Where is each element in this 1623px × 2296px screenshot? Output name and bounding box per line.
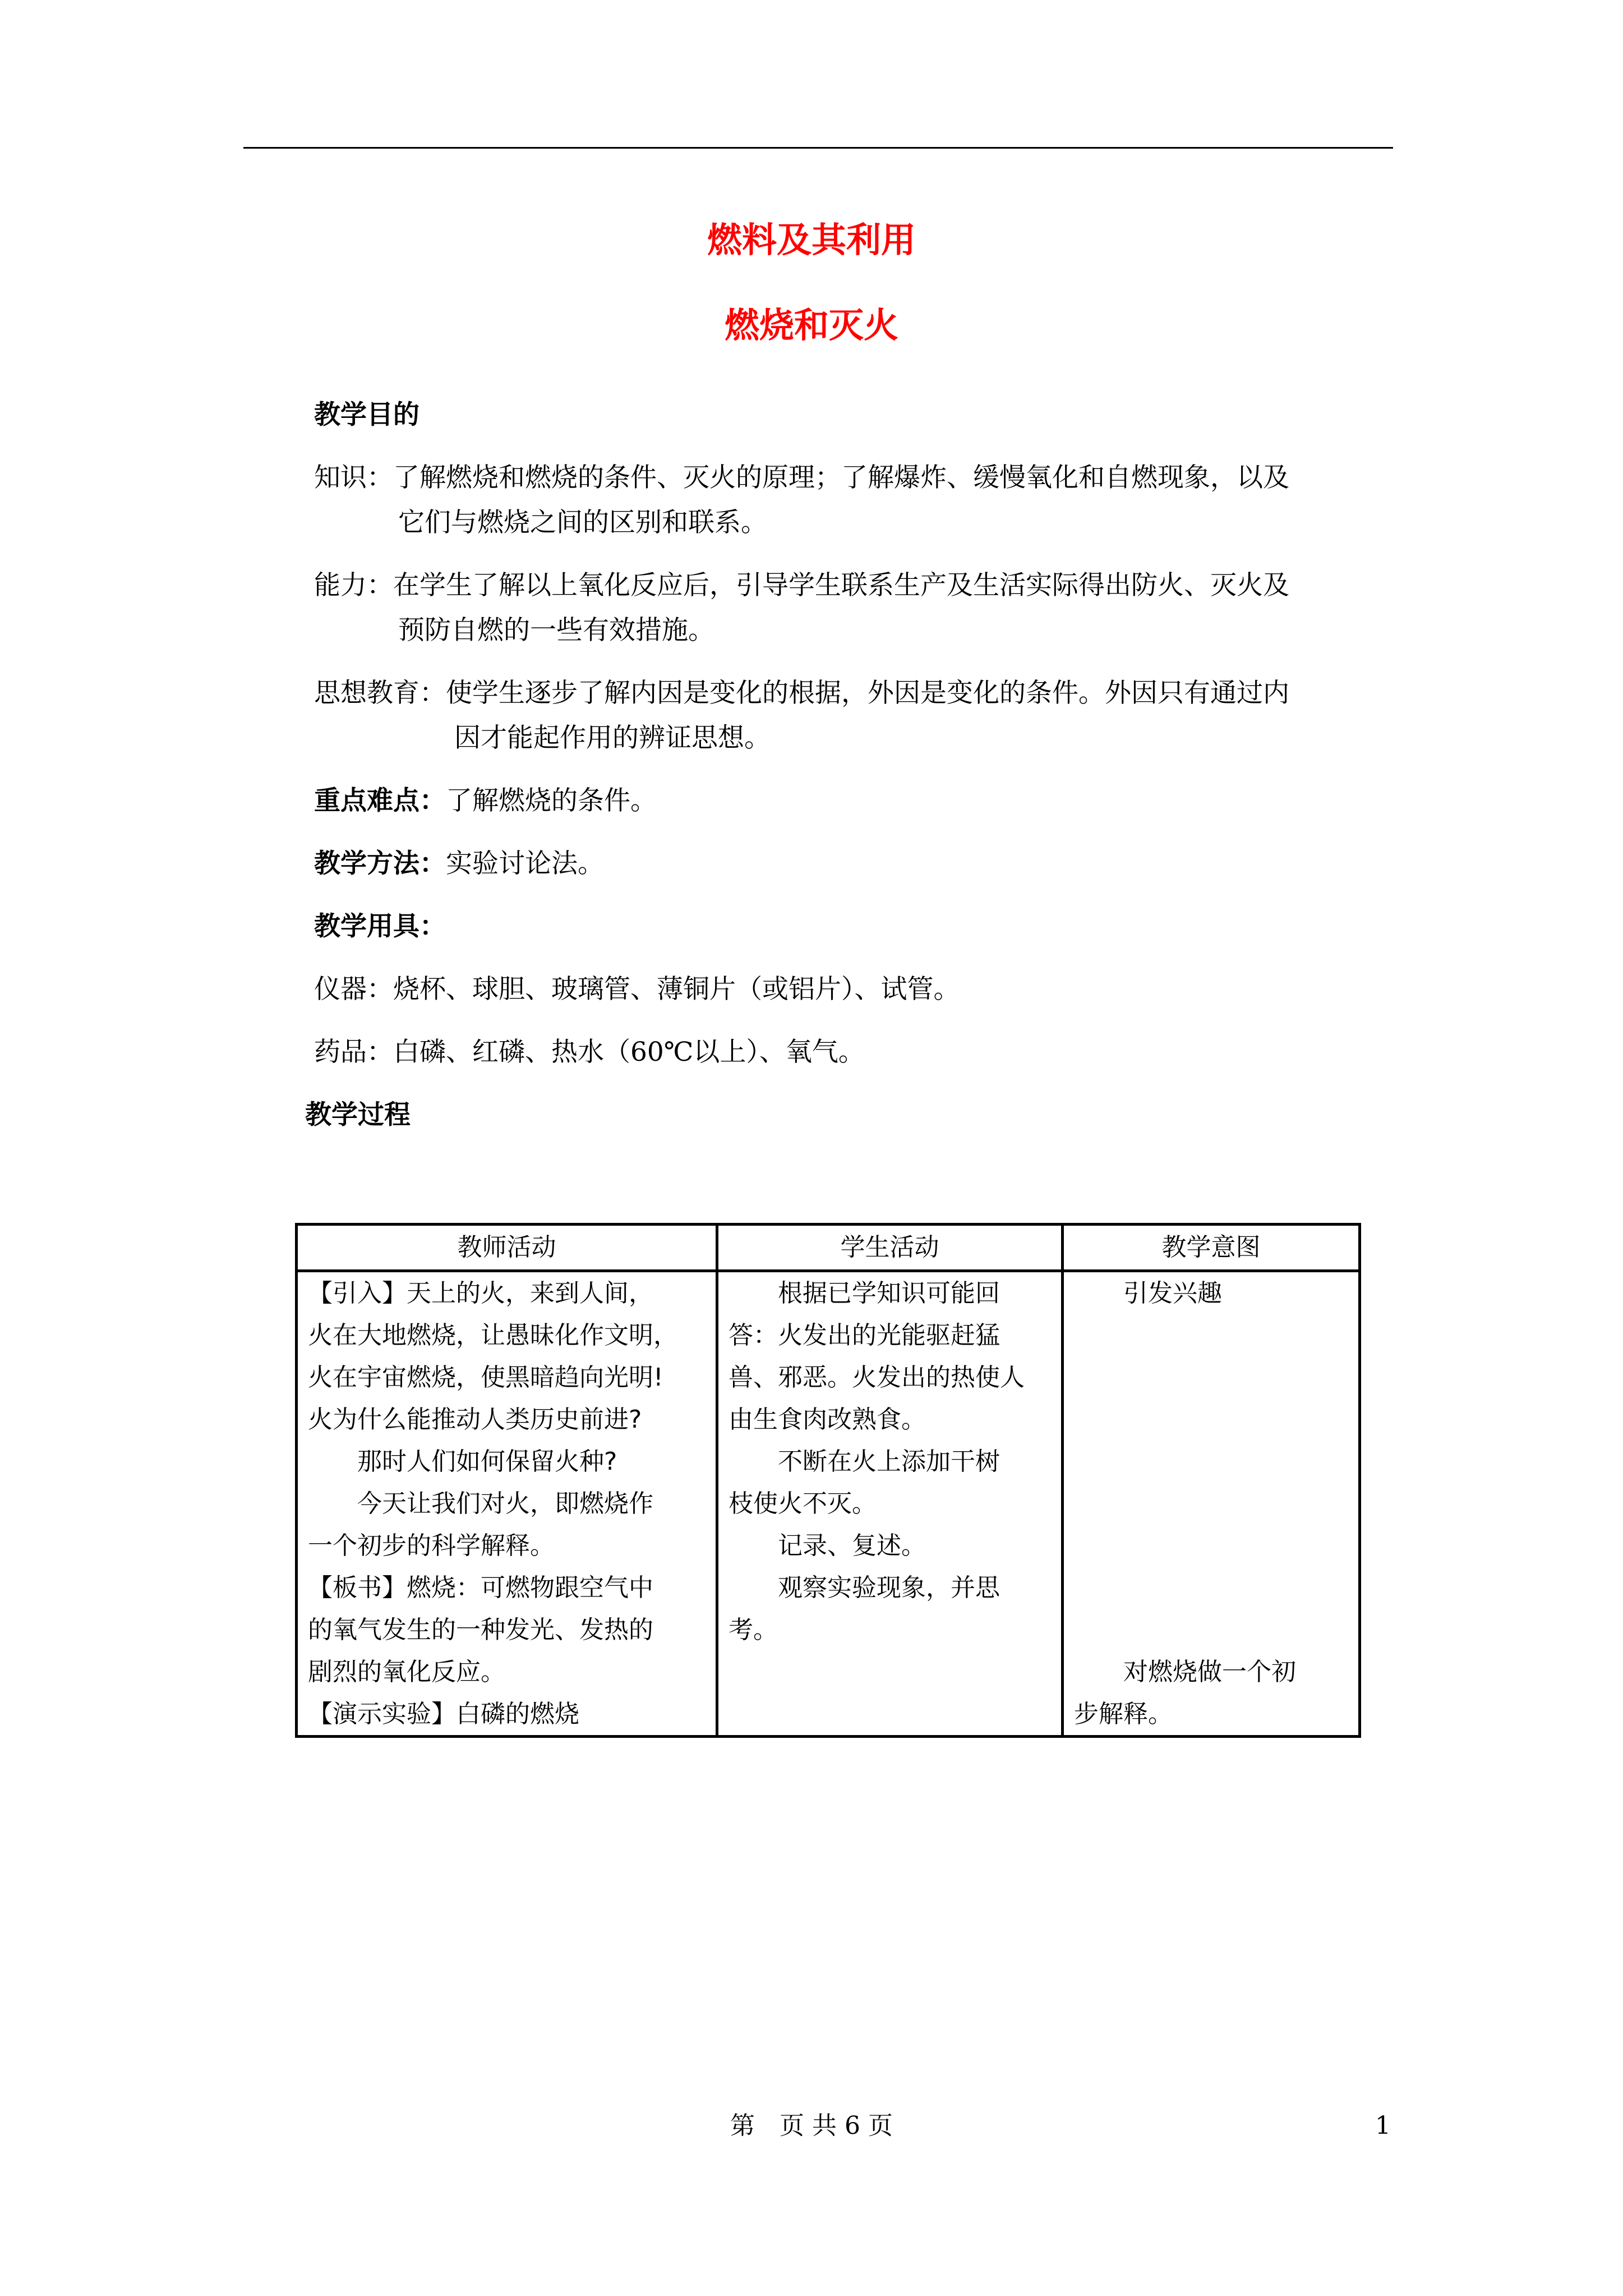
objective-knowledge-label: 知识： bbox=[314, 462, 393, 493]
objective-moral bbox=[314, 671, 1380, 761]
key-point-label: 重点难点： bbox=[314, 785, 446, 816]
teacher-line: 一个初步的科学解释。 bbox=[308, 1531, 555, 1560]
table-row bbox=[297, 1271, 1360, 1737]
document-subtitle: 燃烧和灭火 bbox=[724, 305, 898, 346]
header-teacher-activity: 教师活动 bbox=[297, 1225, 717, 1271]
objective-ability bbox=[314, 563, 1380, 653]
teacher-line: 剧烈的氧化反应。 bbox=[308, 1658, 505, 1686]
instruments-text: 烧杯、球胆、玻璃管、薄铜片（或铝片）、试管。 bbox=[393, 974, 960, 1005]
tools-heading-text: 教学用具： bbox=[314, 911, 446, 942]
teacher-line: 火在大地燃烧，让愚昧化作文明， bbox=[308, 1321, 678, 1350]
student-line: 兽、邪恶。火发出的热使人 bbox=[728, 1363, 1025, 1392]
tools-reagents bbox=[314, 1030, 1380, 1075]
objective-moral-line2: 因才能起作用的辨证思想。 bbox=[454, 723, 771, 753]
header-rule bbox=[243, 147, 1393, 149]
intent-line: 步解释。 bbox=[1074, 1700, 1173, 1728]
student-line: 枝使火不灭。 bbox=[728, 1489, 877, 1518]
student-line: 观察实验现象，并思 bbox=[778, 1573, 1000, 1602]
header-student-activity: 学生活动 bbox=[717, 1225, 1063, 1271]
instruments-label: 仪器： bbox=[314, 974, 393, 1005]
page-footer: 第 页 共 6 页 bbox=[730, 2111, 893, 2140]
process-heading: 教学过程 bbox=[305, 1099, 411, 1130]
teaching-method-text: 实验讨论法。 bbox=[446, 848, 604, 879]
lesson-table bbox=[295, 1223, 1361, 1738]
page-number: 1 bbox=[1375, 2111, 1391, 2140]
objective-ability-line2: 预防自燃的一些有效措施。 bbox=[398, 615, 714, 646]
objective-moral-line1: 使学生逐步了解内因是变化的根据，外因是变化的条件。外因只有通过内 bbox=[446, 678, 1289, 708]
teacher-line: 的氧气发生的一种发光、发热的 bbox=[308, 1616, 653, 1644]
student-line: 答：火发出的光能驱赶猛 bbox=[728, 1321, 1000, 1350]
reagents-label: 药品： bbox=[314, 1037, 393, 1068]
objective-knowledge bbox=[314, 455, 1380, 545]
teaching-intent-cell bbox=[1063, 1271, 1360, 1737]
teaching-method-label: 教学方法： bbox=[314, 848, 446, 879]
student-line: 由生食肉改熟食。 bbox=[728, 1405, 926, 1434]
key-point bbox=[314, 779, 1380, 823]
tools-heading bbox=[314, 904, 1380, 949]
teacher-activity-cell bbox=[297, 1271, 717, 1737]
objective-ability-line1: 在学生了解以上氧化反应后，引导学生联系生产及生活实际得出防火、灭火及 bbox=[393, 570, 1289, 601]
teaching-method bbox=[314, 841, 1380, 886]
objective-ability-label: 能力： bbox=[314, 570, 393, 601]
student-line: 根据已学知识可能回 bbox=[778, 1279, 1000, 1308]
intent-line: 引发兴趣 bbox=[1123, 1279, 1222, 1308]
student-line: 记录、复述。 bbox=[778, 1531, 926, 1560]
teacher-line: 【引入】天上的火，来到人间， bbox=[308, 1279, 653, 1308]
student-activity-cell bbox=[717, 1271, 1063, 1737]
intent-line: 对燃烧做一个初 bbox=[1123, 1658, 1296, 1686]
header-teaching-intent: 教学意图 bbox=[1063, 1225, 1360, 1271]
objectives-heading: 教学目的 bbox=[314, 399, 419, 430]
teacher-line: 今天让我们对火，即燃烧作 bbox=[357, 1489, 653, 1518]
teacher-line: 那时人们如何保留火种? bbox=[357, 1447, 617, 1476]
reagents-text: 白磷、红磷、热水（60℃以上）、氧气。 bbox=[393, 1037, 865, 1068]
teacher-line: 火为什么能推动人类历史前进? bbox=[308, 1405, 642, 1434]
objective-knowledge-line2: 它们与燃烧之间的区别和联系。 bbox=[398, 507, 767, 538]
teacher-line: 【板书】燃烧：可燃物跟空气中 bbox=[308, 1573, 653, 1602]
key-point-text: 了解燃烧的条件。 bbox=[446, 785, 657, 816]
objective-knowledge-line1: 了解燃烧和燃烧的条件、灭火的原理；了解爆炸、缓慢氧化和自燃现象，以及 bbox=[393, 462, 1289, 493]
teacher-line: 【演示实验】白磷的燃烧 bbox=[308, 1700, 579, 1728]
teacher-line: 火在宇宙燃烧，使黑暗趋向光明! bbox=[308, 1363, 663, 1392]
tools-instruments bbox=[314, 967, 1380, 1012]
objective-moral-label: 思想教育： bbox=[314, 678, 446, 708]
table-header-row bbox=[297, 1225, 1360, 1271]
document-title: 燃料及其利用 bbox=[707, 219, 916, 260]
student-line: 不断在火上添加干树 bbox=[778, 1447, 1000, 1476]
student-line: 考。 bbox=[728, 1616, 778, 1644]
